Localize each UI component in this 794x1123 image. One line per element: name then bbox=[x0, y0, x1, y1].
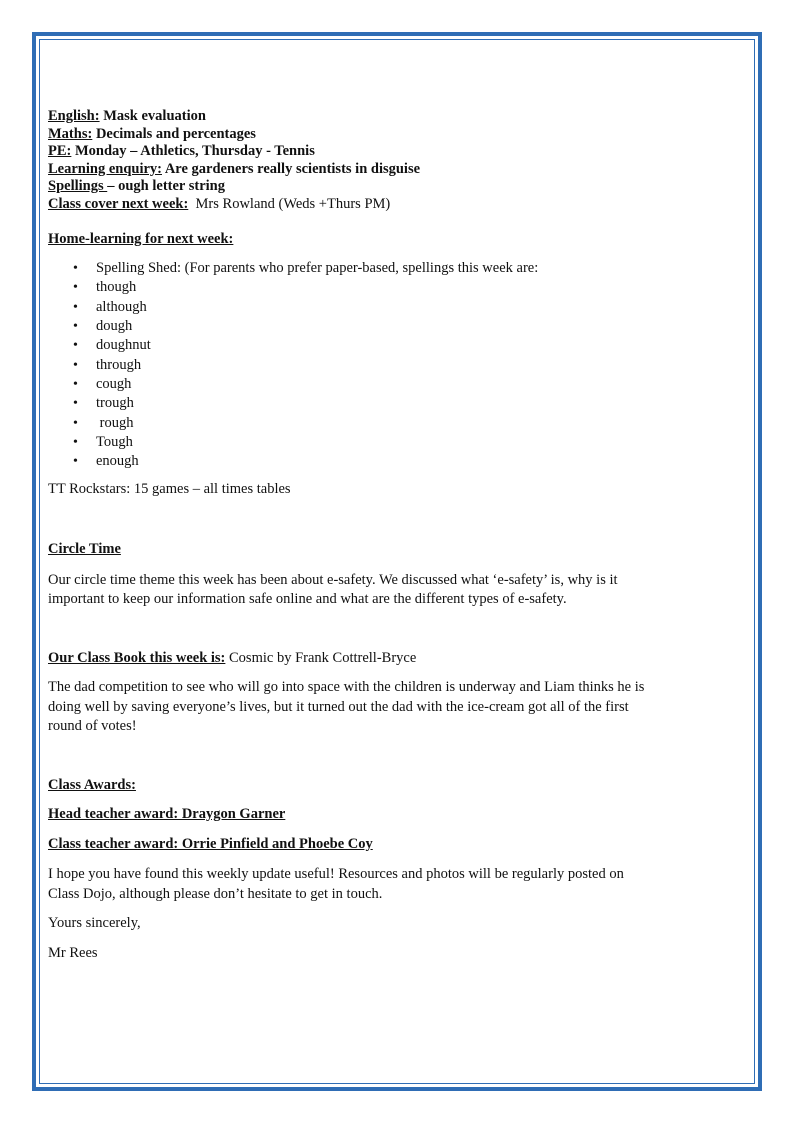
bullet-icon: • bbox=[73, 454, 78, 470]
list-item-text: although bbox=[96, 298, 147, 315]
class-book-line-2: doing well by saving everyone’s lives, but it turned out the dad with the ice-cream got all of the first bbox=[48, 698, 629, 715]
class-book-line bbox=[48, 650, 748, 668]
list-item bbox=[48, 278, 748, 297]
maths-value: Decimals and percentages bbox=[92, 125, 256, 142]
signoff: Yours sincerely, bbox=[48, 915, 141, 932]
class-book-label: Our Class Book this week is: bbox=[48, 649, 226, 666]
list-item-text: through bbox=[96, 356, 142, 373]
closing-body bbox=[48, 865, 748, 904]
bullet-icon: • bbox=[73, 396, 78, 412]
list-item-text: enough bbox=[96, 453, 139, 470]
bullet-icon: • bbox=[73, 280, 78, 296]
list-item bbox=[48, 394, 748, 413]
circle-time-line-2: important to keep our information safe online and what are the different types of e-safety. bbox=[48, 591, 567, 608]
cover-value: Mrs Rowland (Weds +Thurs PM) bbox=[195, 195, 391, 212]
english-key: English: bbox=[48, 108, 100, 124]
list-item bbox=[48, 356, 748, 375]
spellings-key: Spellings bbox=[48, 178, 108, 195]
list-item-text: though bbox=[96, 279, 137, 296]
bullet-icon: • bbox=[73, 299, 78, 315]
pe-key: PE: bbox=[48, 143, 72, 160]
list-item bbox=[48, 414, 748, 433]
class-awards-title: Class Awards: bbox=[48, 776, 136, 793]
head-teacher-award: Head teacher award: Draygon Garner bbox=[48, 806, 286, 823]
list-item-text: rough bbox=[96, 414, 134, 431]
cover-line bbox=[48, 196, 748, 214]
tt-rockstars-text: TT Rockstars: 15 games – all times tables bbox=[48, 481, 291, 498]
class-book-value: Cosmic by Frank Cottrell-Bryce bbox=[225, 649, 417, 666]
class-book-line-1: The dad competition to see who will go into space with the children is underway and Liam thinks he is bbox=[48, 679, 645, 696]
bullet-icon: • bbox=[73, 415, 78, 431]
enquiry-key: Learning enquiry: bbox=[48, 160, 162, 177]
maths-line bbox=[48, 126, 748, 144]
bullet-icon: • bbox=[73, 376, 78, 392]
bullet-icon: • bbox=[73, 261, 78, 277]
class-teacher-award: Class teacher award: Orrie Pinfield and Phoebe Coy bbox=[48, 835, 373, 852]
list-item bbox=[48, 298, 748, 317]
circle-time-body bbox=[48, 571, 748, 610]
class-book-line-3: round of votes! bbox=[48, 718, 137, 735]
list-item-text: cough bbox=[96, 375, 132, 392]
maths-key: Maths: bbox=[48, 125, 93, 142]
list-item bbox=[48, 375, 748, 394]
closing-line-1: I hope you have found this weekly update useful! Resources and photos will be regularly posted on bbox=[48, 866, 624, 883]
spellings-value: – ough letter string bbox=[107, 178, 225, 195]
list-item-text: dough bbox=[96, 318, 133, 335]
cover-key: Class cover next week: bbox=[48, 195, 189, 212]
bullet-icon: • bbox=[73, 338, 78, 354]
list-item-text: doughnut bbox=[96, 337, 151, 354]
class-book-body bbox=[48, 678, 748, 737]
list-item-text: Tough bbox=[96, 433, 133, 450]
pe-line bbox=[48, 143, 748, 161]
spellings-line bbox=[48, 178, 748, 196]
bullet-icon: • bbox=[73, 357, 78, 373]
enquiry-line bbox=[48, 161, 748, 179]
closing-line-2: Class Dojo, although please don’t hesitate to get in touch. bbox=[48, 885, 383, 902]
list-item bbox=[48, 259, 748, 278]
spelling-list bbox=[48, 259, 748, 471]
circle-time-title: Circle Time bbox=[48, 541, 121, 558]
english-line bbox=[48, 108, 748, 126]
enquiry-value: Are gardeners really scientists in disguise bbox=[162, 160, 421, 177]
newsletter-content bbox=[48, 108, 748, 963]
bullet-icon: • bbox=[73, 434, 78, 450]
bullet-icon: • bbox=[73, 319, 78, 335]
list-item bbox=[48, 336, 748, 355]
list-item bbox=[48, 433, 748, 452]
english-value: Mask evaluation bbox=[99, 108, 206, 124]
pe-value: Monday – Athletics, Thursday - Tennis bbox=[71, 143, 315, 160]
home-learning-title: Home-learning for next week: bbox=[48, 230, 234, 247]
list-item-text: trough bbox=[96, 395, 134, 412]
circle-time-line-1: Our circle time theme this week has been about e-safety. We discussed what ‘e-safety’ is, why is it bbox=[48, 571, 618, 588]
list-item bbox=[48, 317, 748, 336]
header-block bbox=[48, 108, 748, 214]
list-item bbox=[48, 452, 748, 471]
list-item-text: Spelling Shed: (For parents who prefer paper-based, spellings this week are: bbox=[96, 260, 539, 277]
signature-name: Mr Rees bbox=[48, 945, 98, 962]
